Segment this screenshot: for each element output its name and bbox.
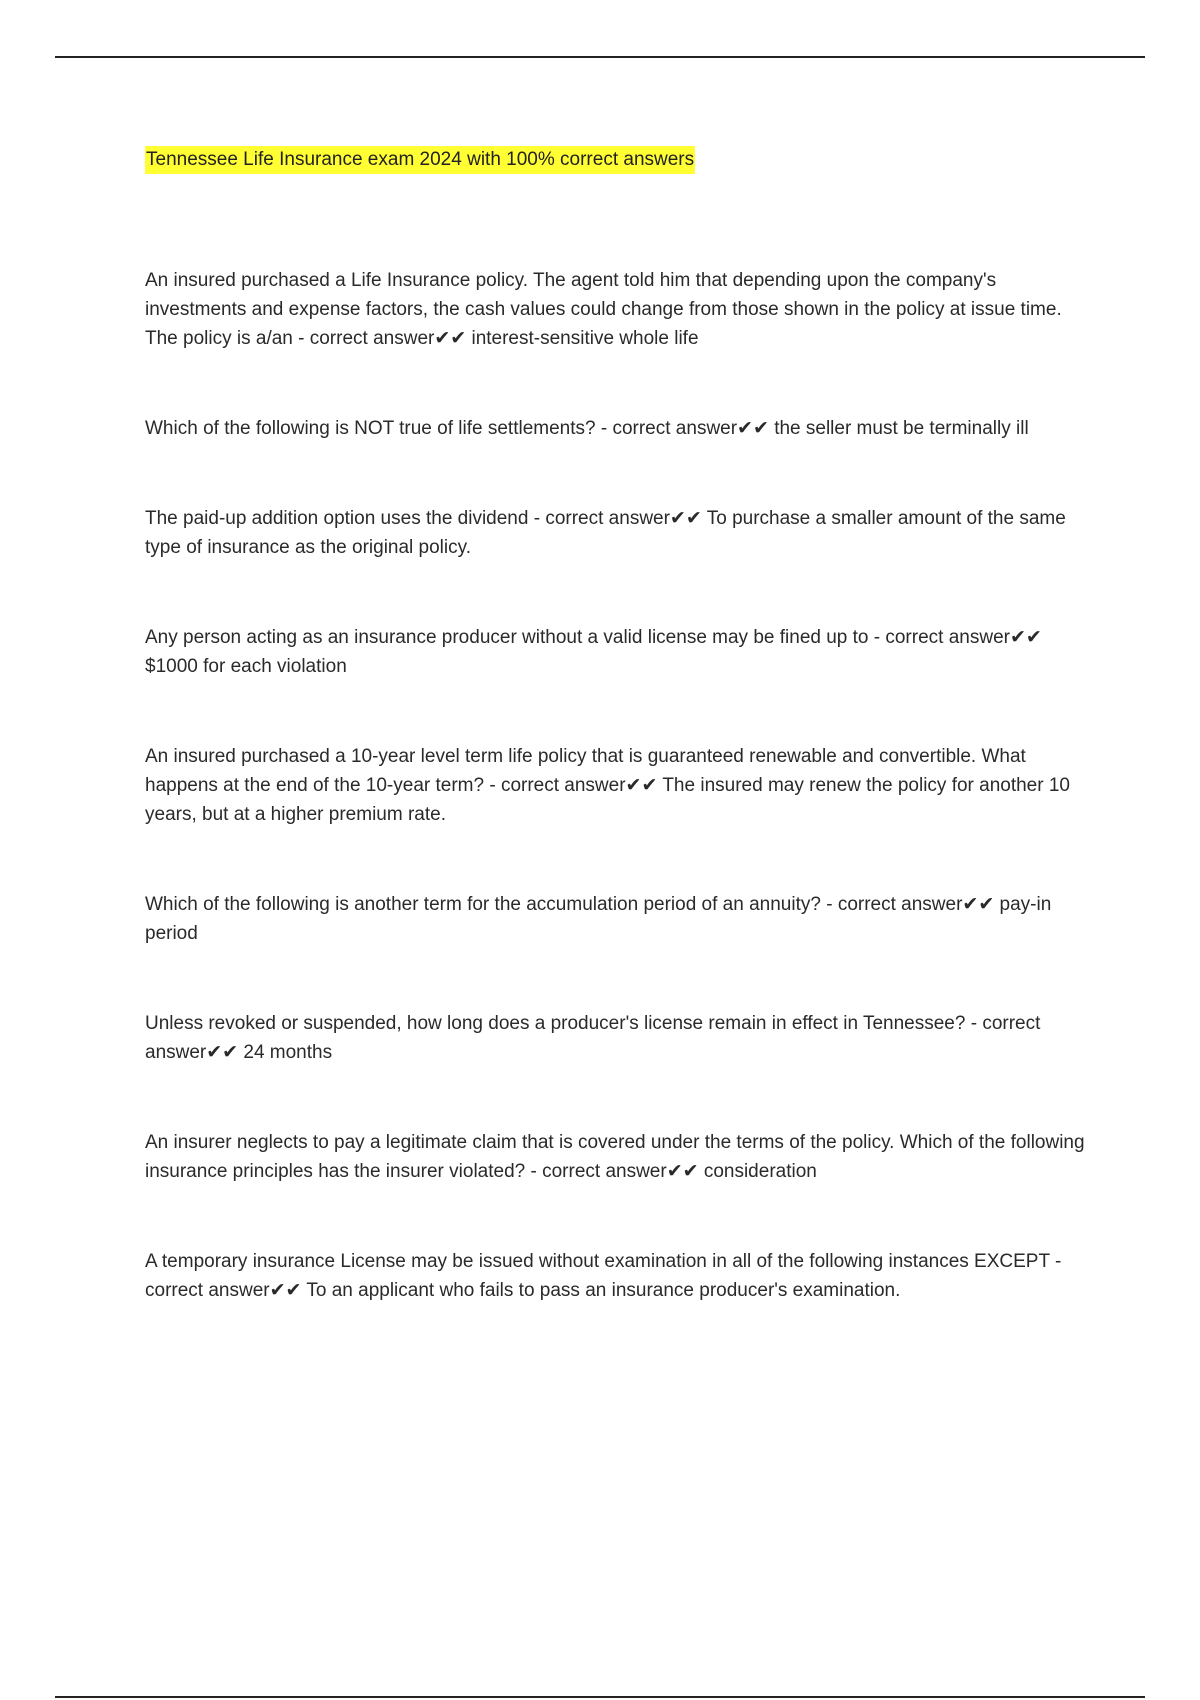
answer-text: consideration [703,1161,817,1182]
question-text: Which of the following is NOT true of life settlements? [145,418,596,439]
answer-text: $1000 for each violation [145,656,347,677]
answer-separator: - correct answer✔✔ [145,1013,1041,1063]
qa-item [145,266,1095,353]
question-text: The paid-up addition option uses the dividend [145,508,529,529]
answer-separator: - correct answer✔✔ [868,627,1042,648]
qa-item [145,742,1095,829]
header-rule [55,56,1145,58]
answer-separator: - correct answer✔✔ [525,1161,704,1182]
answer-separator: - correct answer✔✔ [595,418,775,439]
answer-text: The insured may renew the policy for another 10 years, but at a higher premium rate. [145,775,1070,825]
answer-separator: - correct answer✔✔ [528,508,707,529]
qa-item [145,890,1095,948]
question-text: Any person acting as an insurance producer without a valid license may be fined up to [145,627,869,648]
question-text: An insured purchased a Life Insurance policy. The agent told him that depending upon the company's investments and expense factors, the cash values could change from those shown in the policy at issue time. The policy is a/an [145,270,1062,349]
answer-text: To purchase a smaller amount of the same type of insurance as the original policy. [145,508,1066,558]
qa-item [145,1009,1095,1067]
answer-text: To an applicant who fails to pass an insurance producer's examination. [306,1280,901,1301]
answer-separator: - correct answer✔✔ [820,894,1000,915]
answer-separator: - correct answer✔✔ [484,775,663,796]
answer-separator: - correct answer✔✔ [292,328,472,349]
question-text: A temporary insurance License may be issued without examination in all of the following instances EXCEPT [145,1251,1050,1272]
answer-text: the seller must be terminally ill [774,418,1029,439]
qa-item [145,623,1095,681]
qa-item [145,414,1095,443]
footer-rule [55,1696,1145,1698]
qa-item [145,1128,1095,1186]
qa-item [145,504,1095,562]
answer-separator: - correct answer✔✔ [145,1251,1062,1301]
question-text: Unless revoked or suspended, how long does a producer's license remain in effect in Tennessee? [145,1013,966,1034]
qa-item [145,1247,1095,1305]
question-text: An insurer neglects to pay a legitimate claim that is covered under the terms of the policy. Which of the following insurance principles has the insurer violated? [145,1132,1085,1182]
answer-text: 24 months [243,1042,333,1063]
answer-text: interest-sensitive whole life [471,328,699,349]
document-title: Tennessee Life Insurance exam 2024 with 100% correct answers [145,146,695,174]
question-text: Which of the following is another term for the accumulation period of an annuity? [145,894,821,915]
question-text: An insured purchased a 10-year level term life policy that is guaranteed renewable and convertible. What happens at the end of the 10-year term? [145,746,1026,796]
qa-list [145,266,1095,1305]
document-body [145,146,1095,1366]
answer-text: pay-in period [145,894,1052,944]
